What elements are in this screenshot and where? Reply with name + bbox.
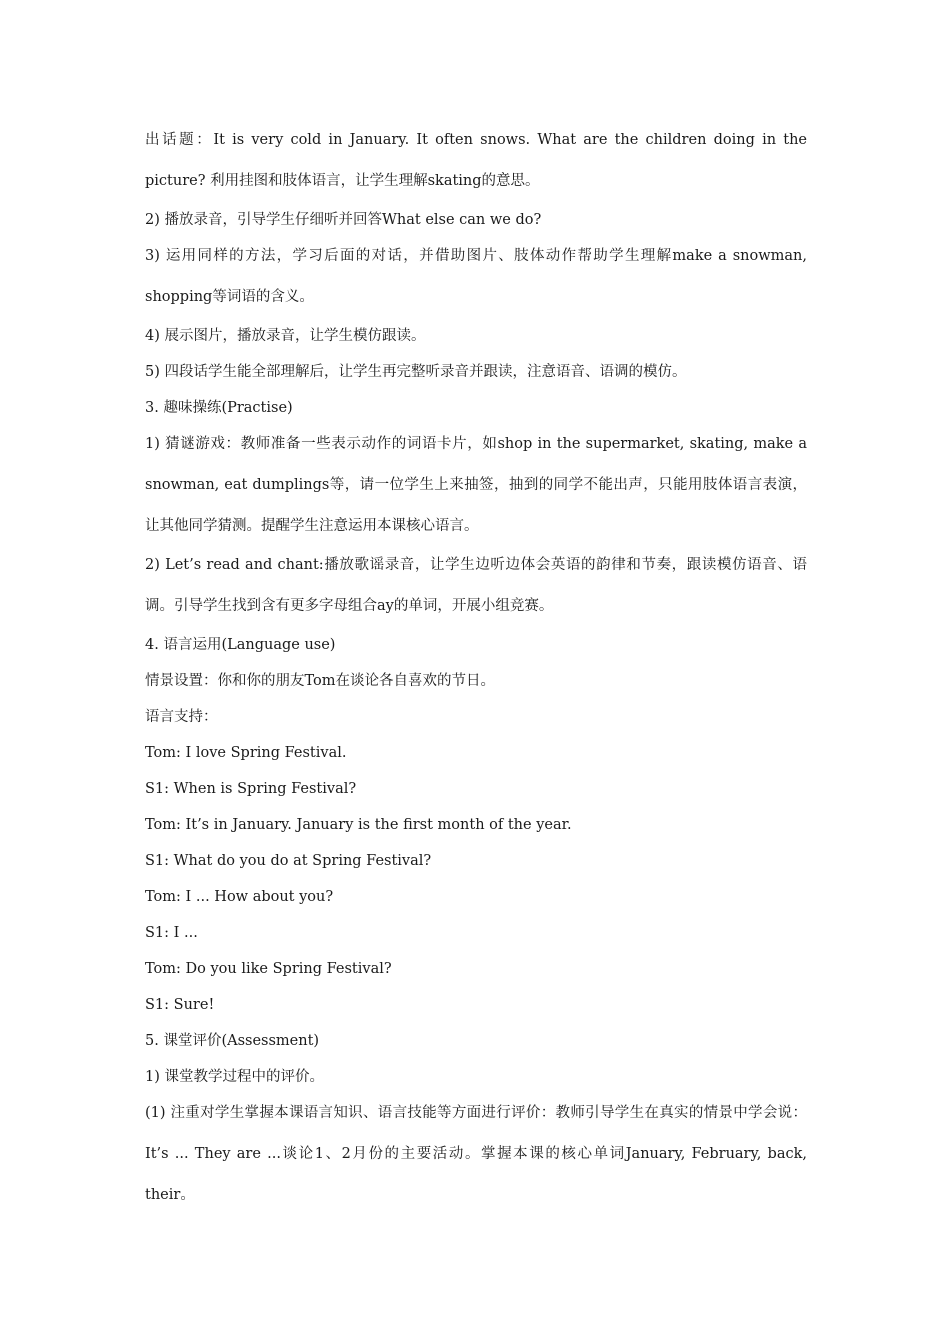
section-heading-practise: 3. 趣味操练(Practise) <box>145 400 293 416</box>
dialogue-line: S1: Sure! <box>145 997 215 1013</box>
paragraph-assessment-1: 1) 课堂教学过程中的评价。 <box>145 1069 324 1085</box>
paragraph-step-3: 3) 运用同样的方法，学习后面的对话，并借助图片、肢体动作帮助学生理解make a snowman, shopping等词语的含义。 <box>145 248 807 305</box>
section-heading-assessment: 5. 课堂评价(Assessment) <box>145 1033 320 1049</box>
dialogue-line: S1: I ... <box>145 925 198 941</box>
dialogue-line: Tom: Do you like Spring Festival? <box>145 961 392 977</box>
dialogue-line: Tom: It’s in January. January is the first month of the year. <box>145 817 572 833</box>
dialogue-line: S1: What do you do at Spring Festival? <box>145 853 432 869</box>
paragraph-language-support: 语言支持： <box>145 709 218 725</box>
paragraph-intro-topic: 出话题：It is very cold in January. It often snows. What are the children doing in the picture? 利用挂图和肢体语言，让学生理解skating的意思。 <box>145 132 807 189</box>
dialogue-line: Tom: I love Spring Festival. <box>145 745 347 761</box>
paragraph-step-4: 4) 展示图片，播放录音，让学生模仿跟读。 <box>145 328 426 344</box>
document-body <box>145 122 807 1216</box>
paragraph-assessment-detail: (1) 注重对学生掌握本课语言知识、语言技能等方面进行评价：教师引导学生在真实的情景中学会说：It’s ... They are ...谈论1、2月份的主要活动。掌握本课的核心单词January, February, back, their。 <box>145 1105 807 1203</box>
paragraph-scenario: 情景设置：你和你的朋友Tom在谈论各自喜欢的节日。 <box>145 673 496 689</box>
paragraph-read-and-chant: 2) Let’s read and chant:播放歌谣录音，让学生边听边体会英语的韵律和节奏，跟读模仿语音、语调。引导学生找到含有更多字母组合ay的单词，开展小组竞赛。 <box>145 557 807 614</box>
section-heading-language-use: 4. 语言运用(Language use) <box>145 637 336 653</box>
dialogue-line: S1: When is Spring Festival? <box>145 781 357 797</box>
paragraph-step-2: 2) 播放录音，引导学生仔细听并回答What else can we do? <box>145 212 542 228</box>
dialogue-line: Tom: I ... How about you? <box>145 889 334 905</box>
paragraph-guessing-game: 1) 猜谜游戏：教师准备一些表示动作的词语卡片，如shop in the supermarket, skating, make a snowman, eat dumplings等，请一位学生上来抽签，抽到的同学不能出声，只能用肢体语言表演，让其他同学猜测。提醒学生注意运用本课核心语言。 <box>145 436 807 534</box>
paragraph-step-5: 5) 四段话学生能全部理解后，让学生再完整听录音并跟读，注意语音、语调的模仿。 <box>145 364 687 380</box>
